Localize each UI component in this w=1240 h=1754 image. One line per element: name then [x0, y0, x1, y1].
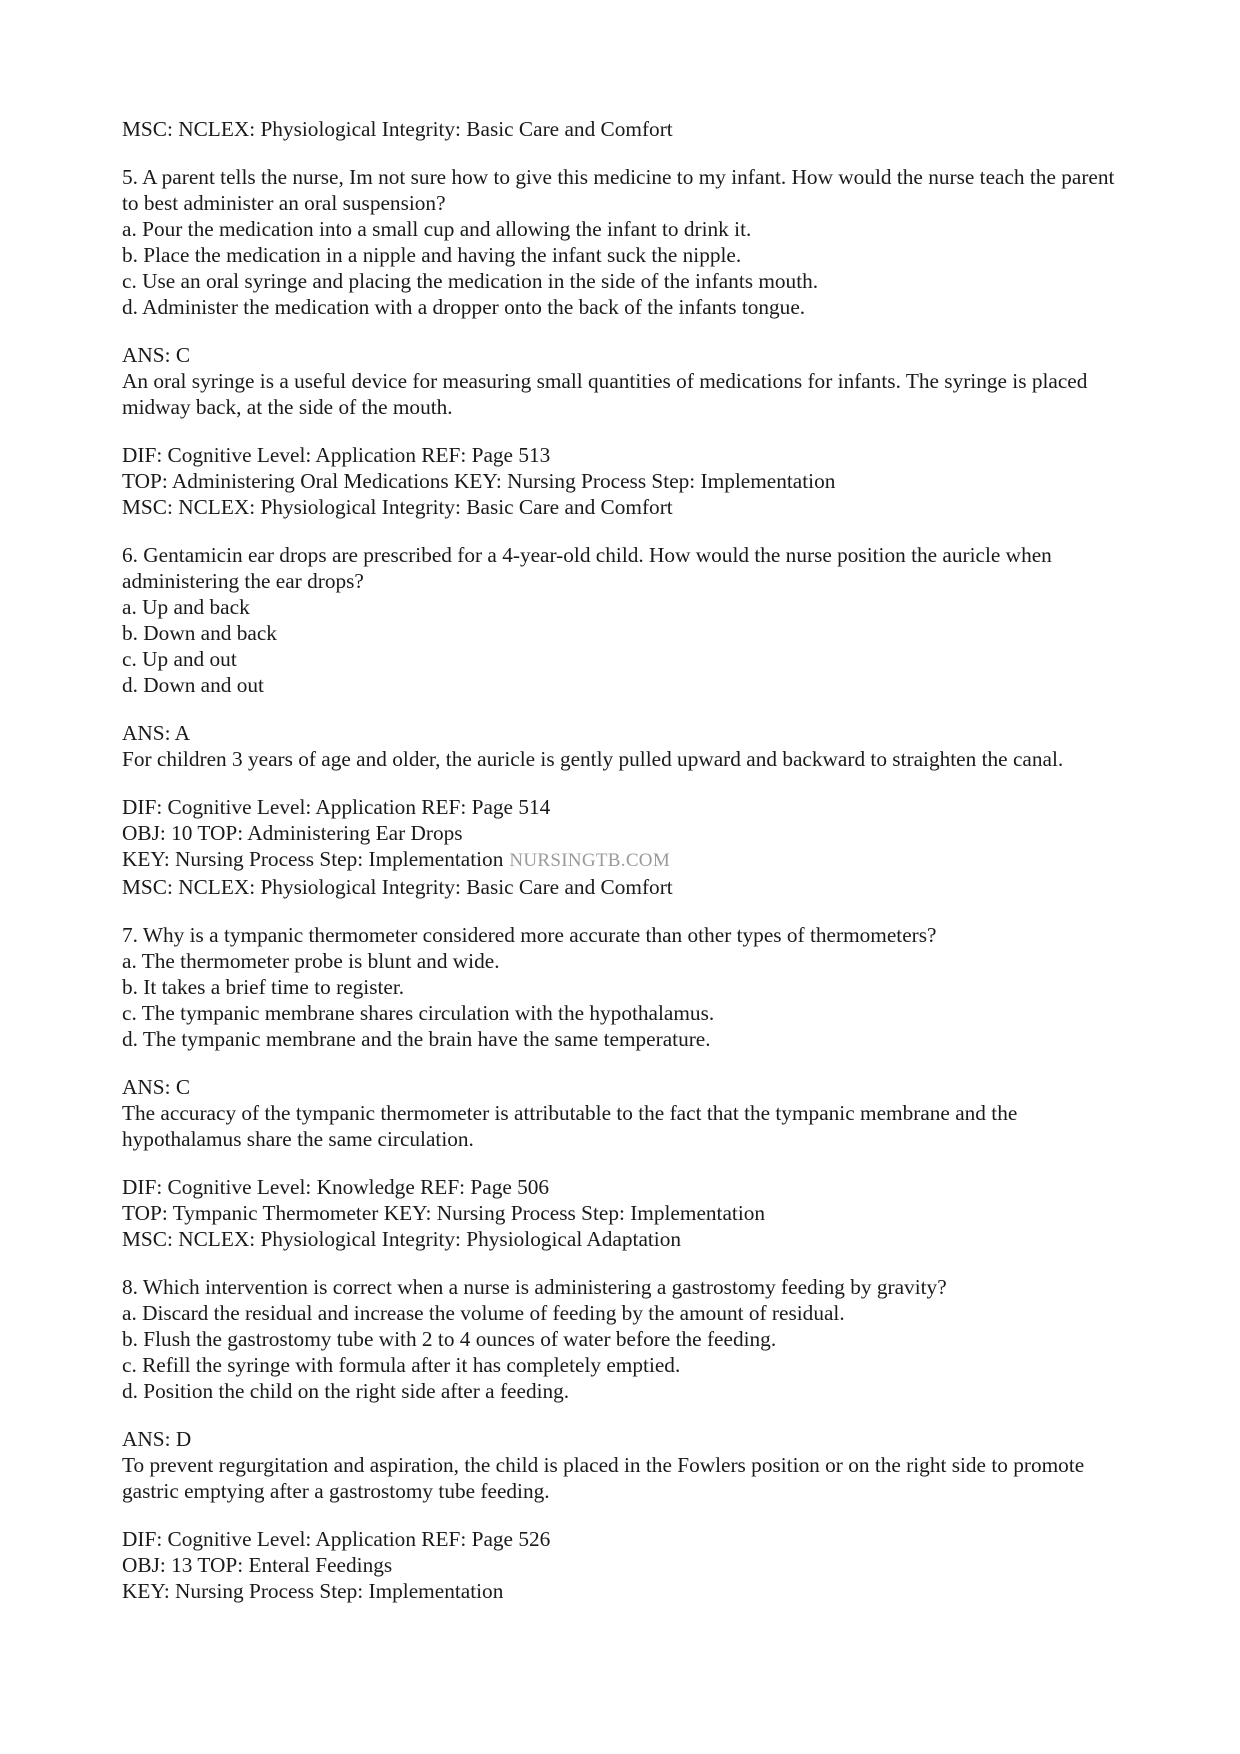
dif-line: DIF: Cognitive Level: Application REF: Page 513	[122, 443, 551, 467]
msc-line: MSC: NCLEX: Physiological Integrity: Basic Care and Comfort	[122, 875, 673, 899]
document-page	[122, 116, 1132, 1604]
rationale: For children 3 years of age and older, the auricle is gently pulled upward and backward to straighten the canal.	[122, 747, 1064, 771]
option-d: d. Position the child on the right side after a feeding.	[122, 1379, 570, 1403]
question-stem: 7. Why is a tympanic thermometer considered more accurate than other types of thermometers?	[122, 923, 937, 947]
question-stem: 6. Gentamicin ear drops are prescribed for a 4-year-old child. How would the nurse position the auricle when administering the ear drops?	[122, 543, 1052, 593]
option-a: a. The thermometer probe is blunt and wide.	[122, 949, 500, 973]
answer-7	[122, 1074, 1132, 1152]
question-6	[122, 542, 1132, 698]
top-line: TOP: Administering Oral Medications KEY: Nursing Process Step: Implementation	[122, 469, 836, 493]
answer-key: ANS: C	[122, 1075, 191, 1099]
key-text: KEY: Nursing Process Step: Implementation	[122, 847, 504, 871]
watermark: NURSINGTB.COM	[509, 850, 671, 871]
key-line	[122, 846, 1132, 874]
option-d: d. Administer the medication with a dropper onto the back of the infants tongue.	[122, 295, 806, 319]
rationale: An oral syringe is a useful device for measuring small quantities of medications for infants. The syringe is placed midway back, at the side of the mouth.	[122, 369, 1088, 419]
option-a: a. Pour the medication into a small cup and allowing the infant to drink it.	[122, 217, 752, 241]
answer-key: ANS: D	[122, 1427, 192, 1451]
msc-line: MSC: NCLEX: Physiological Integrity: Physiological Adaptation	[122, 1227, 682, 1251]
option-c: c. Up and out	[122, 647, 237, 671]
question-stem: 8. Which intervention is correct when a nurse is administering a gastrostomy feeding by gravity?	[122, 1275, 947, 1299]
meta-6	[122, 794, 1132, 900]
option-c: c. Use an oral syringe and placing the medication in the side of the infants mouth.	[122, 269, 819, 293]
top-line: TOP: Tympanic Thermometer KEY: Nursing Process Step: Implementation	[122, 1201, 766, 1225]
option-b: b. Flush the gastrostomy tube with 2 to 4 ounces of water before the feeding.	[122, 1327, 777, 1351]
answer-key: ANS: C	[122, 343, 191, 367]
obj-line: OBJ: 13 TOP: Enteral Feedings	[122, 1553, 393, 1577]
meta-7	[122, 1174, 1132, 1252]
dif-line: DIF: Cognitive Level: Application REF: Page 514	[122, 795, 551, 819]
answer-8	[122, 1426, 1132, 1504]
option-c: c. Refill the syringe with formula after it has completely emptied.	[122, 1353, 681, 1377]
obj-line: OBJ: 10 TOP: Administering Ear Drops	[122, 821, 463, 845]
option-c: c. The tympanic membrane shares circulation with the hypothalamus.	[122, 1001, 715, 1025]
meta-8	[122, 1526, 1132, 1604]
dif-line: DIF: Cognitive Level: Knowledge REF: Page 506	[122, 1175, 550, 1199]
answer-6	[122, 720, 1132, 772]
option-a: a. Discard the residual and increase the volume of feeding by the amount of residual.	[122, 1301, 845, 1325]
meta-5	[122, 442, 1132, 520]
question-stem: 5. A parent tells the nurse, Im not sure how to give this medicine to my infant. How would the nurse teach the parent to best administer an oral suspension?	[122, 165, 1115, 215]
question-5	[122, 164, 1132, 320]
msc-line: MSC: NCLEX: Physiological Integrity: Basic Care and Comfort	[122, 495, 673, 519]
dif-line: DIF: Cognitive Level: Application REF: Page 526	[122, 1527, 551, 1551]
option-d: d. The tympanic membrane and the brain have the same temperature.	[122, 1027, 711, 1051]
question-8	[122, 1274, 1132, 1404]
rationale: To prevent regurgitation and aspiration, the child is placed in the Fowlers position or on the right side to promote gastric emptying after a gastrostomy tube feeding.	[122, 1453, 1085, 1503]
answer-5	[122, 342, 1132, 420]
option-a: a. Up and back	[122, 595, 250, 619]
key-line: KEY: Nursing Process Step: Implementation	[122, 1579, 504, 1603]
option-b: b. Place the medication in a nipple and having the infant suck the nipple.	[122, 243, 742, 267]
answer-key: ANS: A	[122, 721, 191, 745]
rationale: The accuracy of the tympanic thermometer is attributable to the fact that the tympanic membrane and the hypothalamus share the same circulation.	[122, 1101, 1018, 1151]
question-7	[122, 922, 1132, 1052]
option-b: b. It takes a brief time to register.	[122, 975, 405, 999]
option-b: b. Down and back	[122, 621, 277, 645]
option-d: d. Down and out	[122, 673, 264, 697]
msc-line: MSC: NCLEX: Physiological Integrity: Basic Care and Comfort	[122, 117, 673, 141]
